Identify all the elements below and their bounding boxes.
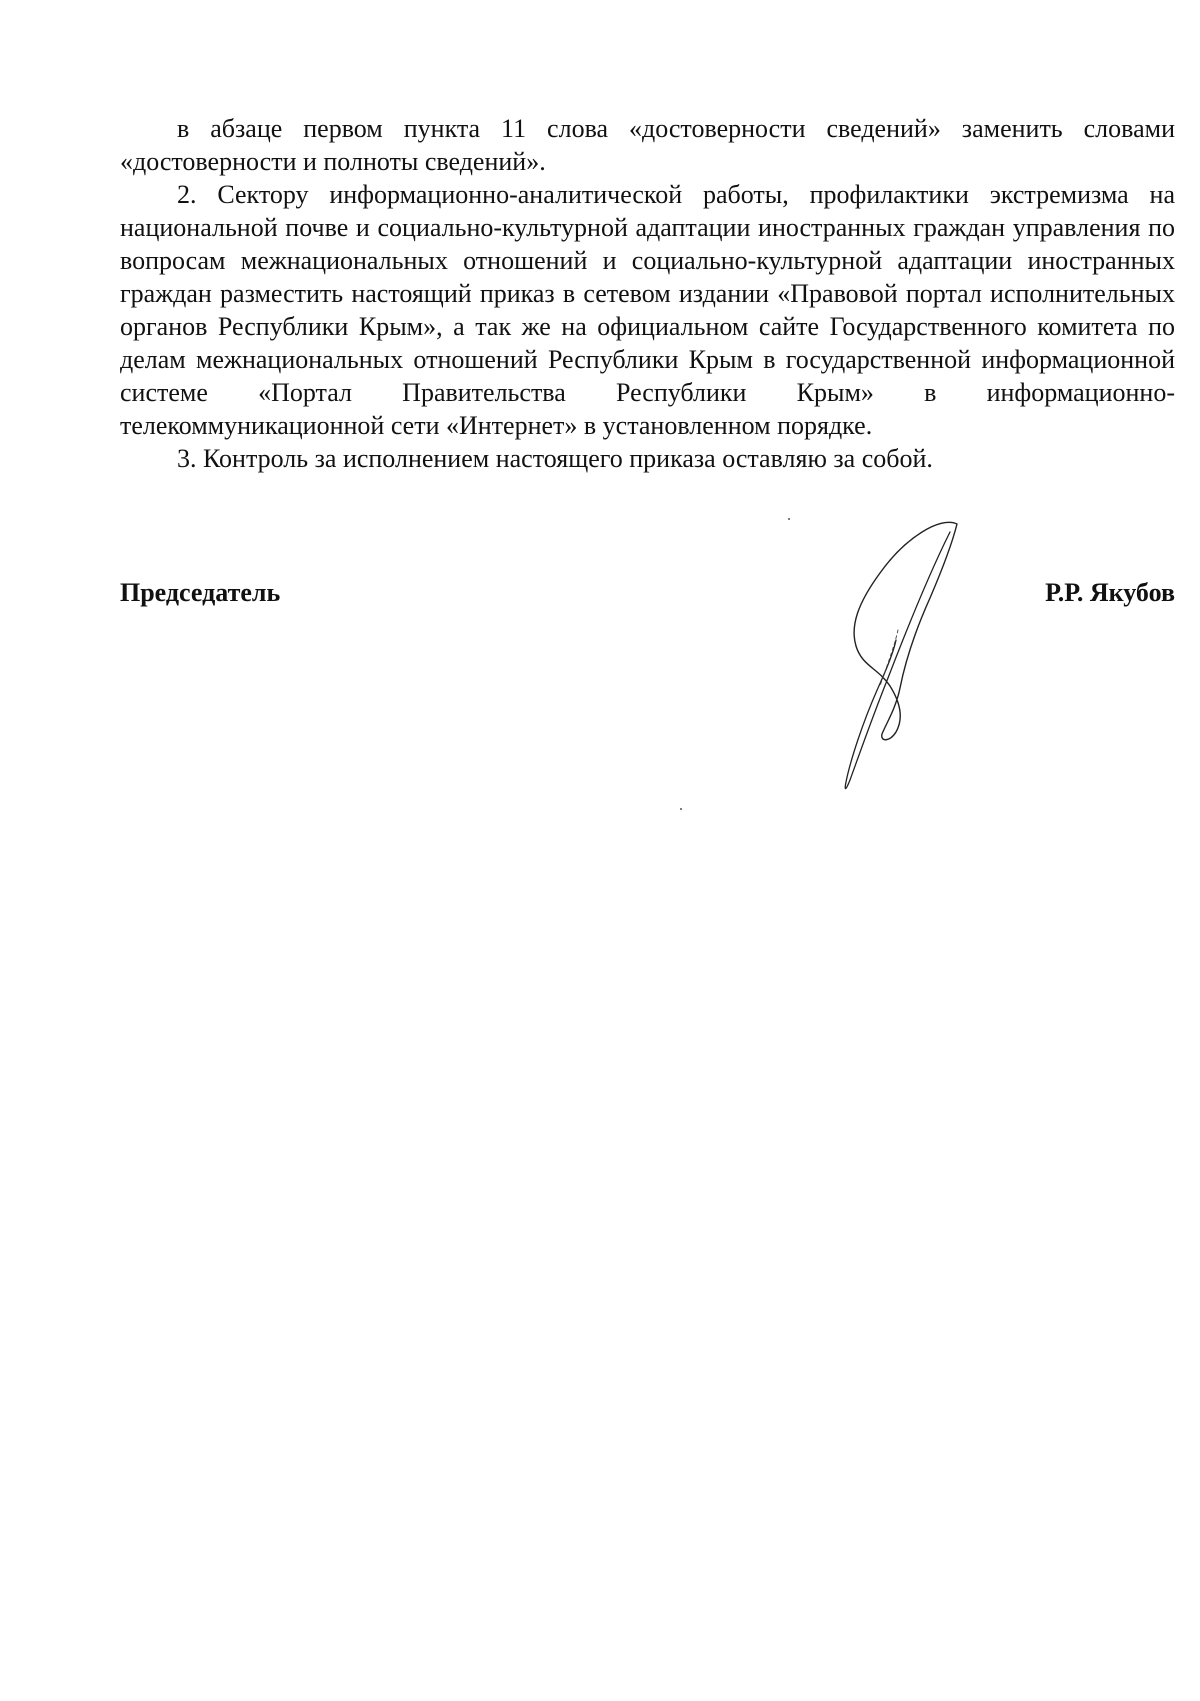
signatory-name: Р.Р. Якубов [1045,578,1175,607]
paragraph-item-2: 2. Сектору информационно-аналитической работы, профилактики экстремизма на национальной почве и социально-культурной адаптации иностранных граждан управления по вопросам межнациональных отношений и социально-культурной адаптации иностранных граждан разместить настоящий приказ в сетевом издании «Правовой портал исполнительных органов Республики Крым», а так же на официальном сайте Государственного комитета по делам межнациональных отношений Республики Крым в государственной информационной системе «Портал Правительства Республики Крым» в информационно-телекоммуникационной сети «Интернет» в установленном порядке. [120,180,1175,440]
paragraph-amendment: в абзаце первом пункта 11 слова «достоверности сведений» заменить словами «достоверности и полноты сведений». [120,114,1175,176]
handwritten-signature [800,518,970,798]
document-body [120,112,1175,475]
scan-speck [680,808,682,810]
signatory-title: Председатель [120,578,281,607]
scan-speck [788,518,790,520]
paragraph-item-3: 3. Контроль за исполнением настоящего приказа оставляю за собой. [177,444,933,473]
signature-stroke [845,532,950,789]
